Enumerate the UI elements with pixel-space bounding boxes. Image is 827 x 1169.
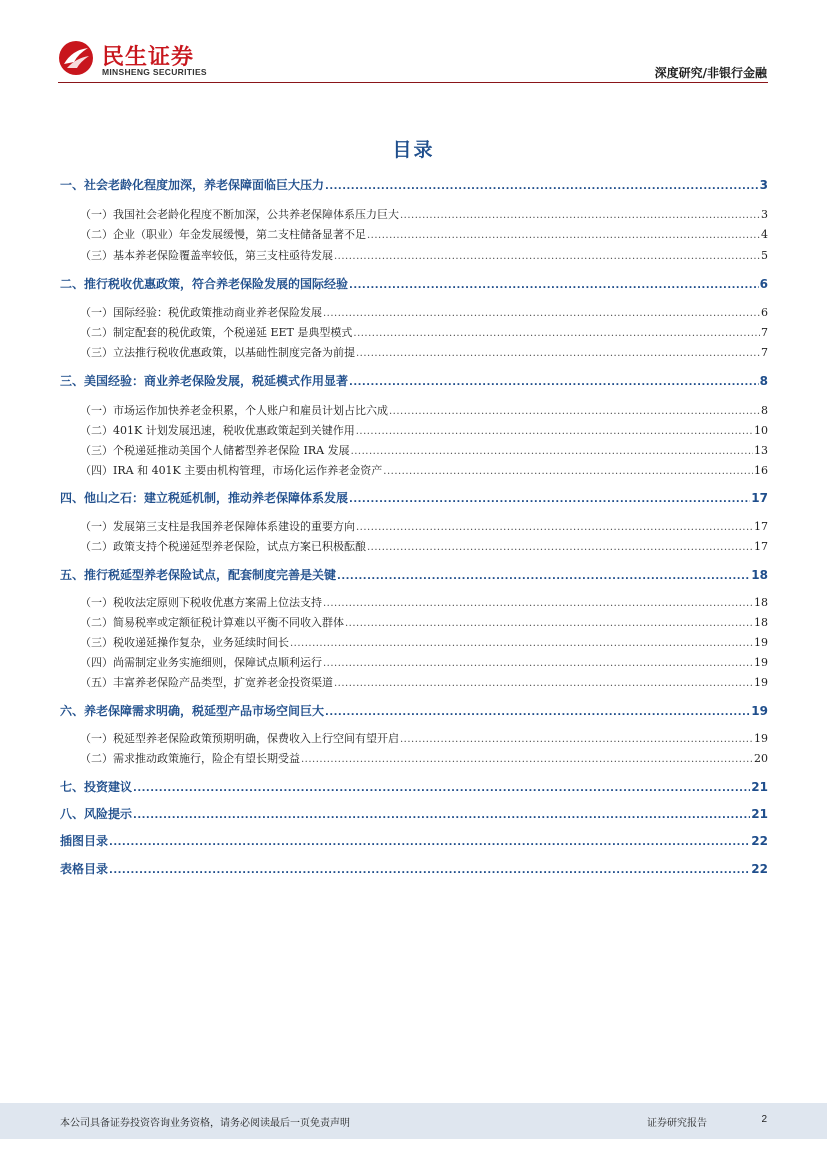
toc-dot-leader [133, 783, 750, 794]
toc-dot-leader [323, 658, 753, 669]
toc-section-entry[interactable] [60, 832, 768, 849]
toc-entry-title: （二）政策支持个税递延型养老保险，试点方案已积极酝酿 [80, 540, 366, 553]
toc-dot-leader [349, 280, 759, 291]
toc-dot-leader [323, 598, 753, 609]
toc-subsection-entry[interactable] [60, 654, 768, 670]
toc-entry-page: 5 [761, 249, 768, 262]
toc-entry-title: 六、养老保障需求明确，税延型产品市场空间巨大 [60, 704, 325, 718]
minsheng-logo [58, 40, 218, 80]
toc-entry-title: （一）市场运作加快养老金积累，个人账户和雇员计划占比六成 [80, 404, 388, 417]
toc-dot-leader [337, 571, 750, 582]
toc-entry-page: 4 [761, 228, 768, 241]
toc-entry-title: 八、风险提示 [60, 807, 133, 821]
toc-entry-page: 21 [751, 807, 768, 821]
page-header [0, 0, 827, 84]
toc-entry-page: 20 [754, 752, 768, 765]
toc-entry-title: 四、他山之石：建立税延机制，推动养老保障体系发展 [60, 491, 349, 505]
toc-entry-page: 10 [754, 424, 768, 437]
toc-section-entry[interactable] [60, 702, 768, 719]
page-number: 2 [761, 1114, 767, 1125]
toc-subsection-entry[interactable] [60, 442, 768, 458]
toc-title: 目录 [392, 139, 435, 161]
toc-entry-page: 3 [759, 178, 768, 192]
toc-entry-title: （四）IRA 和 401K 主要由机构管理，市场化运作养老金资产 [80, 464, 383, 477]
toc-entry-title: （一）税收法定原则下税收优惠方案需上位法支持 [80, 596, 322, 609]
toc-section-entry[interactable] [60, 372, 768, 389]
toc-dot-leader [349, 494, 750, 505]
toc-entry-title: 三、美国经验：商业养老保险发展，税延模式作用显著 [60, 374, 349, 388]
toc-entry-page: 3 [761, 208, 768, 221]
toc-section-entry[interactable] [60, 566, 768, 583]
toc-dot-leader [334, 678, 753, 689]
toc-subsection-entry[interactable] [60, 614, 768, 630]
toc-dot-leader [334, 251, 760, 262]
toc-entry-title: 二、推行税收优惠政策，符合养老保险发展的国际经验 [60, 277, 349, 291]
toc-dot-leader [349, 377, 759, 388]
toc-entry-title: （四）尚需制定业务实施细则，保障试点顺利运行 [80, 656, 322, 669]
toc-entry-page: 19 [754, 636, 768, 649]
toc-entry-page: 8 [761, 404, 768, 417]
page-footer [0, 1103, 827, 1139]
toc-entry-title: （三）基本养老保险覆盖率较低，第三支柱亟待发展 [80, 249, 333, 262]
toc-entry-page: 8 [759, 374, 768, 388]
toc-entry-page: 18 [751, 568, 768, 582]
minsheng-logo-icon [58, 40, 94, 76]
toc-subsection-entry[interactable] [60, 206, 768, 222]
toc-dot-leader [351, 446, 753, 457]
toc-dot-leader [356, 426, 753, 437]
toc-section-entry[interactable] [60, 805, 768, 822]
toc-entry-title: 五、推行税延型养老保险试点，配套制度完善是关键 [60, 568, 337, 582]
toc-entry-page: 16 [754, 464, 768, 477]
toc-entry-page: 17 [751, 491, 768, 505]
toc-entry-title: （三）税收递延操作复杂，业务延续时间长 [80, 636, 289, 649]
toc-dot-leader [356, 348, 760, 359]
toc-entry-title: （二）企业（职业）年金发展缓慢，第二支柱储备显著不足 [80, 228, 366, 241]
toc-subsection-entry[interactable] [60, 402, 768, 418]
toc-entry-title: （五）丰富养老保险产品类型，扩宽养老金投资渠道 [80, 676, 333, 689]
toc-entry-title: （一）我国社会老龄化程度不断加深，公共养老保障体系压力巨大 [80, 208, 399, 221]
toc-entry-page: 19 [754, 676, 768, 689]
report-category: 深度研究/非银行金融 [654, 66, 767, 80]
toc-entry-title: （一）税延型养老保险政策预期明确，保费收入上行空间有望开启 [80, 732, 399, 745]
toc-section-entry[interactable] [60, 778, 768, 795]
toc-entry-page: 22 [751, 862, 768, 876]
footer-report-type: 证券研究报告 [647, 1118, 707, 1129]
toc-subsection-entry[interactable] [60, 344, 768, 360]
toc-entry-page: 18 [754, 596, 768, 609]
toc-entry-page: 18 [754, 616, 768, 629]
toc-dot-leader [400, 734, 753, 745]
toc-entry-title: 插图目录 [60, 834, 109, 848]
toc-subsection-entry[interactable] [60, 674, 768, 690]
toc-dot-leader [367, 542, 753, 553]
toc-entry-page: 17 [754, 520, 768, 533]
toc-subsection-entry[interactable] [60, 634, 768, 650]
logo-english-name: MINSHENG SECURITIES [102, 67, 207, 77]
toc-entry-title: （二）需求推动政策施行，险企有望长期受益 [80, 752, 300, 765]
toc-dot-leader [383, 466, 753, 477]
toc-entry-page: 19 [751, 704, 768, 718]
toc-entry-title: （一）国际经验：税优政策推动商业养老保险发展 [80, 306, 322, 319]
footer-disclaimer: 本公司具备证券投资咨询业务资格，请务必阅读最后一页免责声明 [60, 1118, 350, 1129]
toc-subsection-entry[interactable] [60, 462, 768, 478]
toc-subsection-entry[interactable] [60, 247, 768, 263]
toc-subsection-entry[interactable] [60, 750, 768, 766]
toc-entry-page: 19 [754, 656, 768, 669]
toc-section-entry[interactable] [60, 860, 768, 877]
toc-entry-page: 7 [761, 326, 768, 339]
toc-entry-title: （三）个税递延推动美国个人储蓄型养老保险 IRA 发展 [80, 444, 350, 457]
toc-subsection-entry[interactable] [60, 304, 768, 320]
toc-entry-page: 21 [751, 780, 768, 794]
toc-entry-page: 17 [754, 540, 768, 553]
toc-subsection-entry[interactable] [60, 518, 768, 534]
toc-subsection-entry[interactable] [60, 226, 768, 242]
toc-entry-page: 6 [761, 306, 768, 319]
toc-entry-page: 6 [759, 277, 768, 291]
toc-dot-leader [290, 638, 753, 649]
toc-entry-title: （二）简易税率或定额征税计算难以平衡不同收入群体 [80, 616, 344, 629]
logo-chinese-name: 民生证券 [102, 45, 195, 70]
toc-dot-leader [353, 328, 760, 339]
toc-entry-title: 七、投资建议 [60, 780, 133, 794]
toc-subsection-entry[interactable] [60, 324, 768, 340]
toc-section-entry[interactable] [60, 489, 768, 506]
toc-subsection-entry[interactable] [60, 538, 768, 554]
toc-entry-title: （三）立法推行税收优惠政策，以基础性制度完备为前提 [80, 346, 355, 359]
toc-dot-leader [109, 865, 750, 876]
toc-dot-leader [389, 406, 760, 417]
toc-dot-leader [323, 308, 760, 319]
toc-dot-leader [133, 810, 750, 821]
toc-dot-leader [345, 618, 753, 629]
toc-entry-title: （二）401K 计划发展迅速，税收优惠政策起到关键作用 [80, 424, 355, 437]
header-divider [58, 82, 768, 83]
toc-dot-leader [301, 754, 753, 765]
toc-dot-leader [400, 210, 760, 221]
toc-entry-title: 表格目录 [60, 862, 109, 876]
toc-entry-page: 13 [754, 444, 768, 457]
toc-subsection-entry[interactable] [60, 422, 768, 438]
toc-dot-leader [367, 230, 760, 241]
toc-subsection-entry[interactable] [60, 730, 768, 746]
toc-section-entry[interactable] [60, 176, 768, 193]
toc-entry-page: 7 [761, 346, 768, 359]
toc-dot-leader [325, 707, 750, 718]
toc-dot-leader [109, 837, 750, 848]
toc-entry-title: 一、社会老龄化程度加深，养老保障面临巨大压力 [60, 178, 325, 192]
toc-entry-title: （二）制定配套的税优政策，个税递延 EET 是典型模式 [80, 326, 353, 339]
toc-dot-leader [356, 522, 753, 533]
toc-subsection-entry[interactable] [60, 594, 768, 610]
toc-entry-page: 19 [754, 732, 768, 745]
toc-dot-leader [325, 181, 759, 192]
toc-section-entry[interactable] [60, 275, 768, 292]
toc-entry-page: 22 [751, 834, 768, 848]
toc-entry-title: （一）发展第三支柱是我国养老保障体系建设的重要方向 [80, 520, 355, 533]
